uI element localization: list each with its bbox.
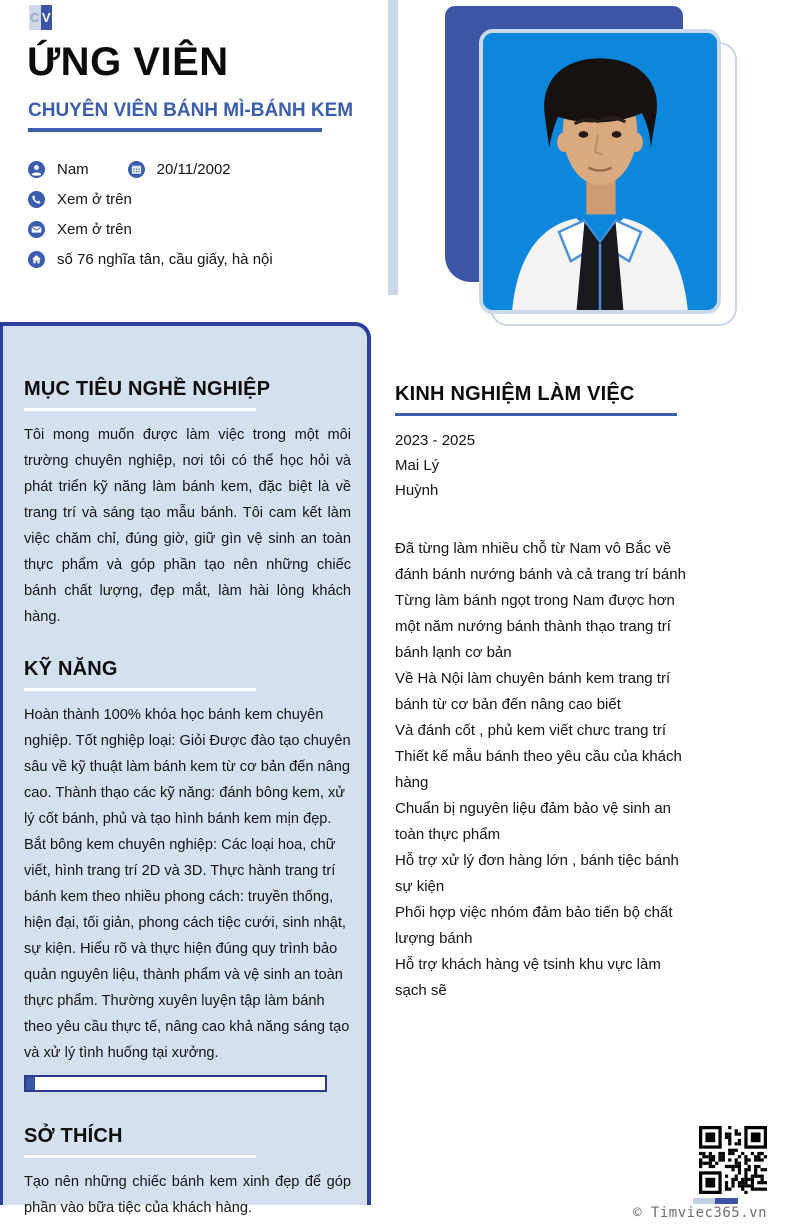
skill-progress-bar (24, 1075, 327, 1092)
experience-item: Đã từng làm nhiều chỗ từ Nam vô Bắc về đánh bánh nướng bánh và cả trang trí bánh (395, 540, 686, 583)
cv-logo-v: V (41, 5, 53, 30)
experience-employer: Huỳnh (395, 482, 439, 499)
experience-meta (395, 428, 693, 503)
experience-item: Thiết kế mẫu bánh theo yêu cầu của khách hàng (395, 748, 682, 791)
experience-item: Hỗ trợ khách hàng vệ tsinh khu vực làm sạch sẽ (395, 956, 661, 999)
skill-progress-fill (26, 1077, 35, 1090)
experience-item: Hỗ trợ xử lý đơn hàng lớn , bánh tiệc bánh sự kiện (395, 852, 679, 895)
hobbies-section-title: SỞ THÍCH (24, 1125, 123, 1147)
objective-text: Tôi mong muốn được làm việc trong một môi trường chuyên nghiệp, nơi tôi có thể học hỏi và phát triển kỹ năng làm bánh kem, đặc biệt là về trang trí và sáng tạo mẫu bánh. Tôi cam kết làm việc chăm chỉ, đúng giờ, giữ gìn vệ sinh an toàn thực phẩm và góp phần tạo nên những chiếc bánh chất lượng, đẹp mắt, làm hài lòng khách hàng. (24, 427, 351, 625)
contact-row-email (28, 220, 378, 238)
contact-info (28, 160, 378, 280)
cv-logo (29, 5, 52, 30)
qr-scan-bar-dark (715, 1198, 738, 1204)
experience-underline (395, 413, 677, 416)
experience-item: Từng làm bánh ngọt trong Nam được hơn một năm nướng bánh thành thạo trang trí bánh lạnh cơ bản (395, 592, 675, 661)
experience-item: Chuẩn bị nguyên liệu đảm bảo vệ sinh an toàn thực phẩm (395, 800, 672, 843)
birthdate-value: 20/11/2002 (156, 160, 231, 178)
skills-text: Hoàn thành 100% khóa học bánh kem chuyên nghiệp. Tốt nghiệp loại: Giỏi Được đào tạo chuyên sâu về kỹ thuật làm bánh kem từ cơ bản đến nâng cao. Thành thạo các kỹ năng: đánh bông kem, xử lý cốt bánh, phủ và tạo hình bánh kem mịn đẹp. Bắt bông kem chuyên nghiệp: Các loại hoa, chữ viết, hình trang trí 2D và 3D. Thực hành trang trí bánh kem theo nhiều phong cách: truyền thống, hiện đại, tối giản, phong cách tiệc cưới, sinh nhật, sự kiện. Hiểu rõ và thực hiện đúng quy trình bảo quản nguyên liệu, thành phẩm và vệ sinh an toàn thực phẩm. Thường xuyên luyện tập làm bánh theo yêu cầu thực tế, nâng cao khả năng sáng tạo và xử lý tình huống tại xưởng. (24, 707, 351, 1061)
experience-item: Phối hợp việc nhóm đảm bảo tiến bộ chất lượng bánh (395, 904, 673, 947)
experience-items (395, 536, 693, 1004)
skills-section-title: KỸ NĂNG (24, 658, 118, 680)
copyright-text: © Timviec365.vn (633, 1205, 767, 1221)
calendar-icon (128, 161, 145, 178)
candidate-name: ỨNG VIÊN (27, 40, 229, 84)
qr-scan-bar-light (693, 1198, 715, 1204)
contact-row-gender-birthdate (28, 160, 378, 178)
qr-scan-bar (693, 1198, 738, 1204)
phone-value: Xem ở trên (57, 190, 132, 208)
address-value: số 76 nghĩa tân, cầu giấy, hà nội (57, 250, 273, 268)
contact-row-address (28, 250, 378, 268)
user-icon (28, 161, 45, 178)
hobbies-underline (24, 1155, 256, 1158)
contact-row-phone (28, 190, 378, 208)
qr-code (699, 1126, 767, 1194)
gender-value: Nam (57, 160, 89, 178)
experience-period: 2023 - 2025 (395, 432, 476, 449)
cv-logo-c: C (29, 5, 41, 30)
experience-item: Và đánh cốt , phủ kem viết chưc trang trí (395, 722, 667, 739)
objective-section-title: MỤC TIÊU NGHỀ NGHIỆP (24, 378, 271, 400)
profile-photo-illustration (483, 33, 717, 310)
home-icon (28, 251, 45, 268)
phone-icon (28, 191, 45, 208)
hobbies-text: Tạo nên những chiếc bánh kem xinh đẹp để góp phần vào bữa tiệc của khách hàng. (24, 1174, 351, 1216)
experience-section-title: KINH NGHIỆM LÀM VIỆC (395, 383, 635, 405)
title-divider (28, 128, 322, 132)
left-panel (0, 322, 371, 1216)
decor-stripe (388, 0, 398, 295)
objective-underline (24, 408, 256, 411)
experience-item: Về Hà Nội làm chuyên bánh kem trang trí bánh từ cơ bản đến nâng cao biết (395, 670, 671, 713)
email-value: Xem ở trên (57, 220, 132, 238)
profile-photo (479, 29, 721, 314)
job-title: CHUYÊN VIÊN BÁNH MÌ-BÁNH KEM (28, 100, 354, 121)
email-icon (28, 221, 45, 238)
experience-section (395, 383, 693, 1004)
experience-employer: Mai Lý (395, 457, 440, 474)
skills-underline (24, 688, 256, 691)
